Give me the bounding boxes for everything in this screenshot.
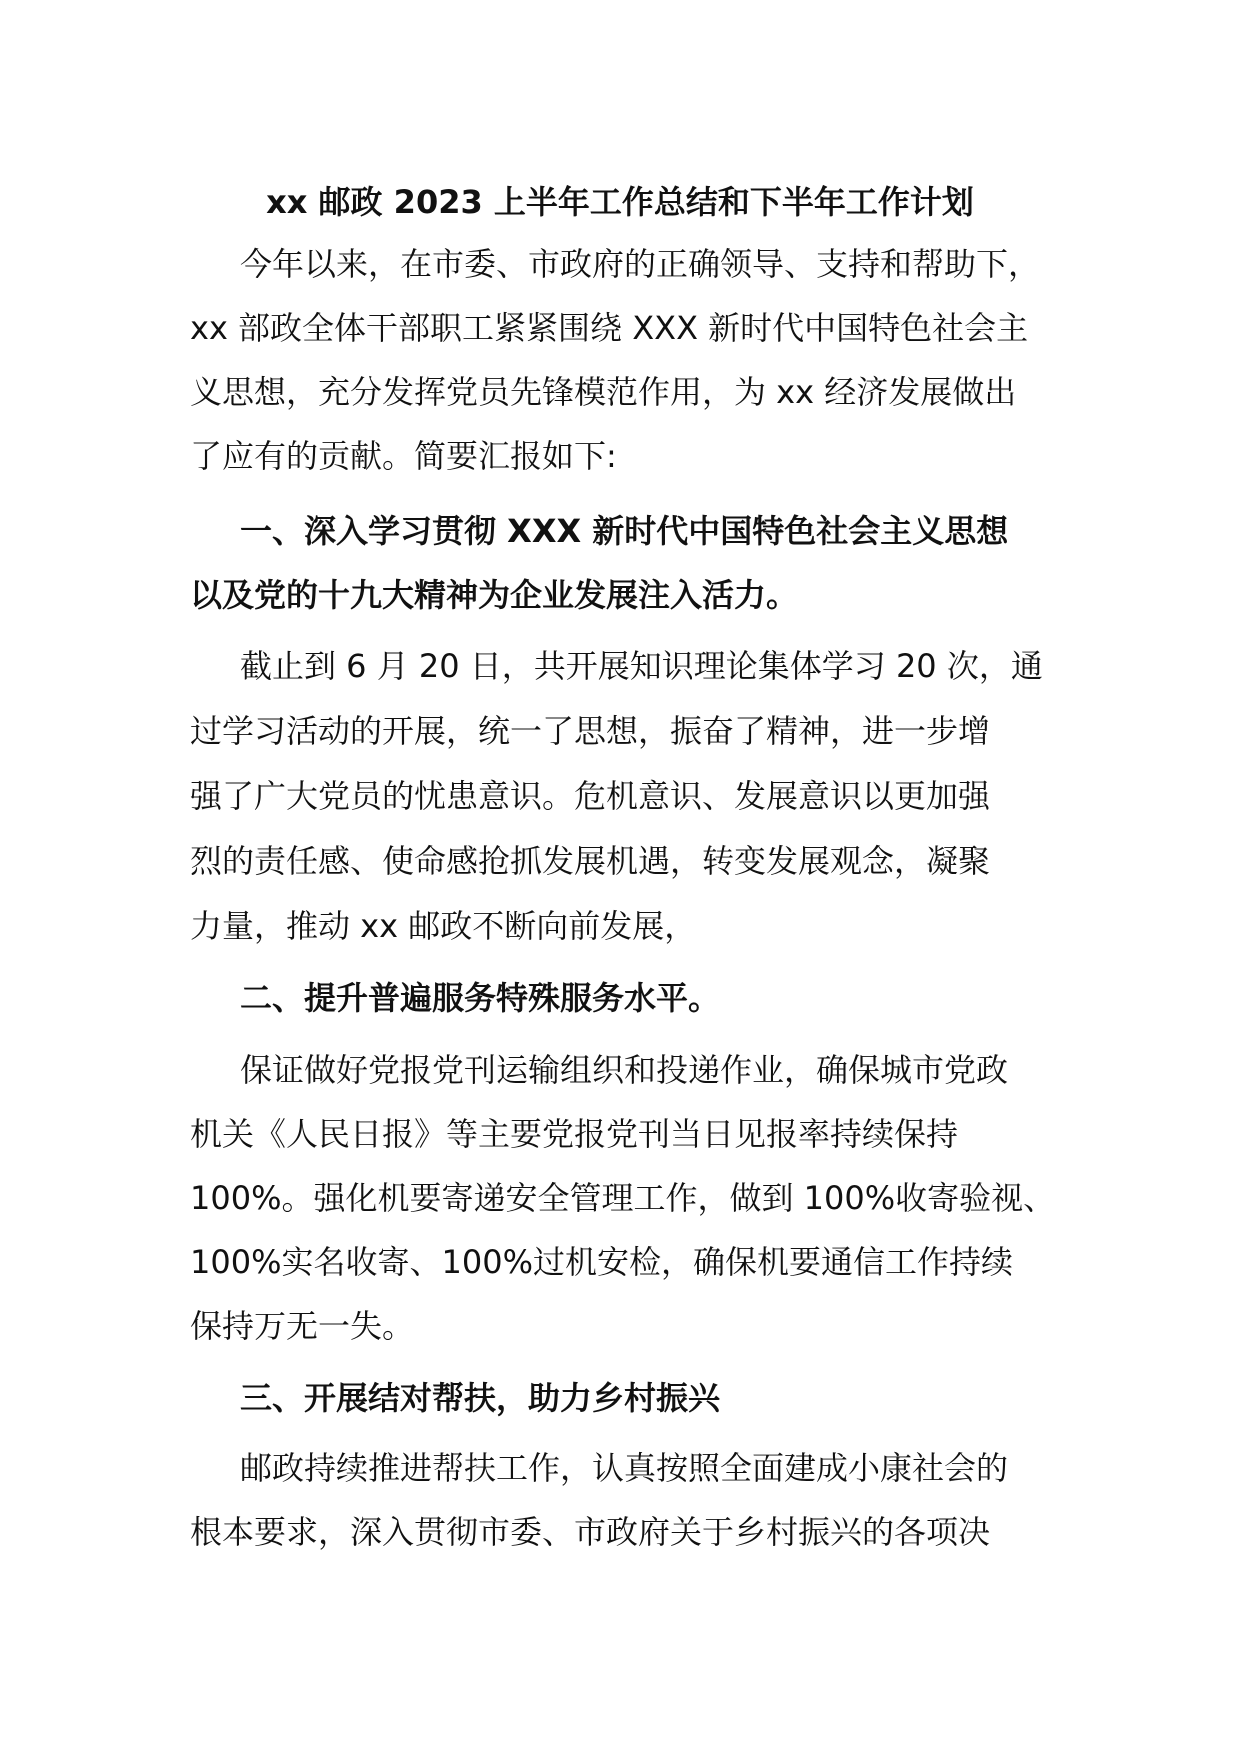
section-heading-line: 以及党的十九大精神为企业发展注入活力。 <box>190 576 799 614</box>
body-line: 今年以来，在市委、市政府的正确领导、支持和帮助下， <box>240 245 1041 283</box>
section-heading-line: 二、提升普遍服务特殊服务水平。 <box>240 979 721 1017</box>
document-title: xx 邮政 2023 上半年工作总结和下半年工作计划 <box>266 183 974 221</box>
body-line: 烈的责任感、使命感抢抓发展机遇，转变发展观念，凝聚 <box>190 842 991 880</box>
body-line: 强了广大党员的忧患意识。危机意识、发展意识以更加强 <box>190 777 991 815</box>
body-line: 截止到 6 月 20 日，共开展知识理论集体学习 20 次，通 <box>240 647 1043 685</box>
body-line: 保证做好党报党刊运输组织和投递作业，确保城市党政 <box>240 1051 1009 1089</box>
body-line: 过学习活动的开展，统一了思想，振奋了精神，进一步增 <box>190 712 991 750</box>
body-line: 100%。强化机要寄递安全管理工作，做到 100%收寄验视、 <box>190 1179 1056 1217</box>
body-line: 100%实名收寄、100%过机安检，确保机要通信工作持续 <box>190 1243 1013 1281</box>
body-line: xx 部政全体干部职工紧紧围绕 XXX 新时代中国特色社会主 <box>190 309 1029 347</box>
body-line: 邮政持续推进帮扶工作，认真按照全面建成小康社会的 <box>240 1449 1009 1487</box>
body-line: 保持万无一失。 <box>190 1307 415 1345</box>
section-heading-line: 三、开展结对帮扶，助力乡村振兴 <box>240 1379 721 1417</box>
body-line: 力量，推动 xx 邮政不断向前发展， <box>190 907 697 945</box>
body-line: 义思想，充分发挥党员先锋模范作用，为 xx 经济发展做出 <box>190 373 1017 411</box>
section-heading-line: 一、深入学习贯彻 XXX 新时代中国特色社会主义思想 <box>240 512 1009 550</box>
body-line: 机关《人民日报》等主要党报党刊当日见报率持续保持 <box>190 1115 959 1153</box>
body-line: 了应有的贡献。简要汇报如下: <box>190 437 617 475</box>
body-line: 根本要求，深入贯彻市委、市政府关于乡村振兴的各项决 <box>190 1513 991 1551</box>
